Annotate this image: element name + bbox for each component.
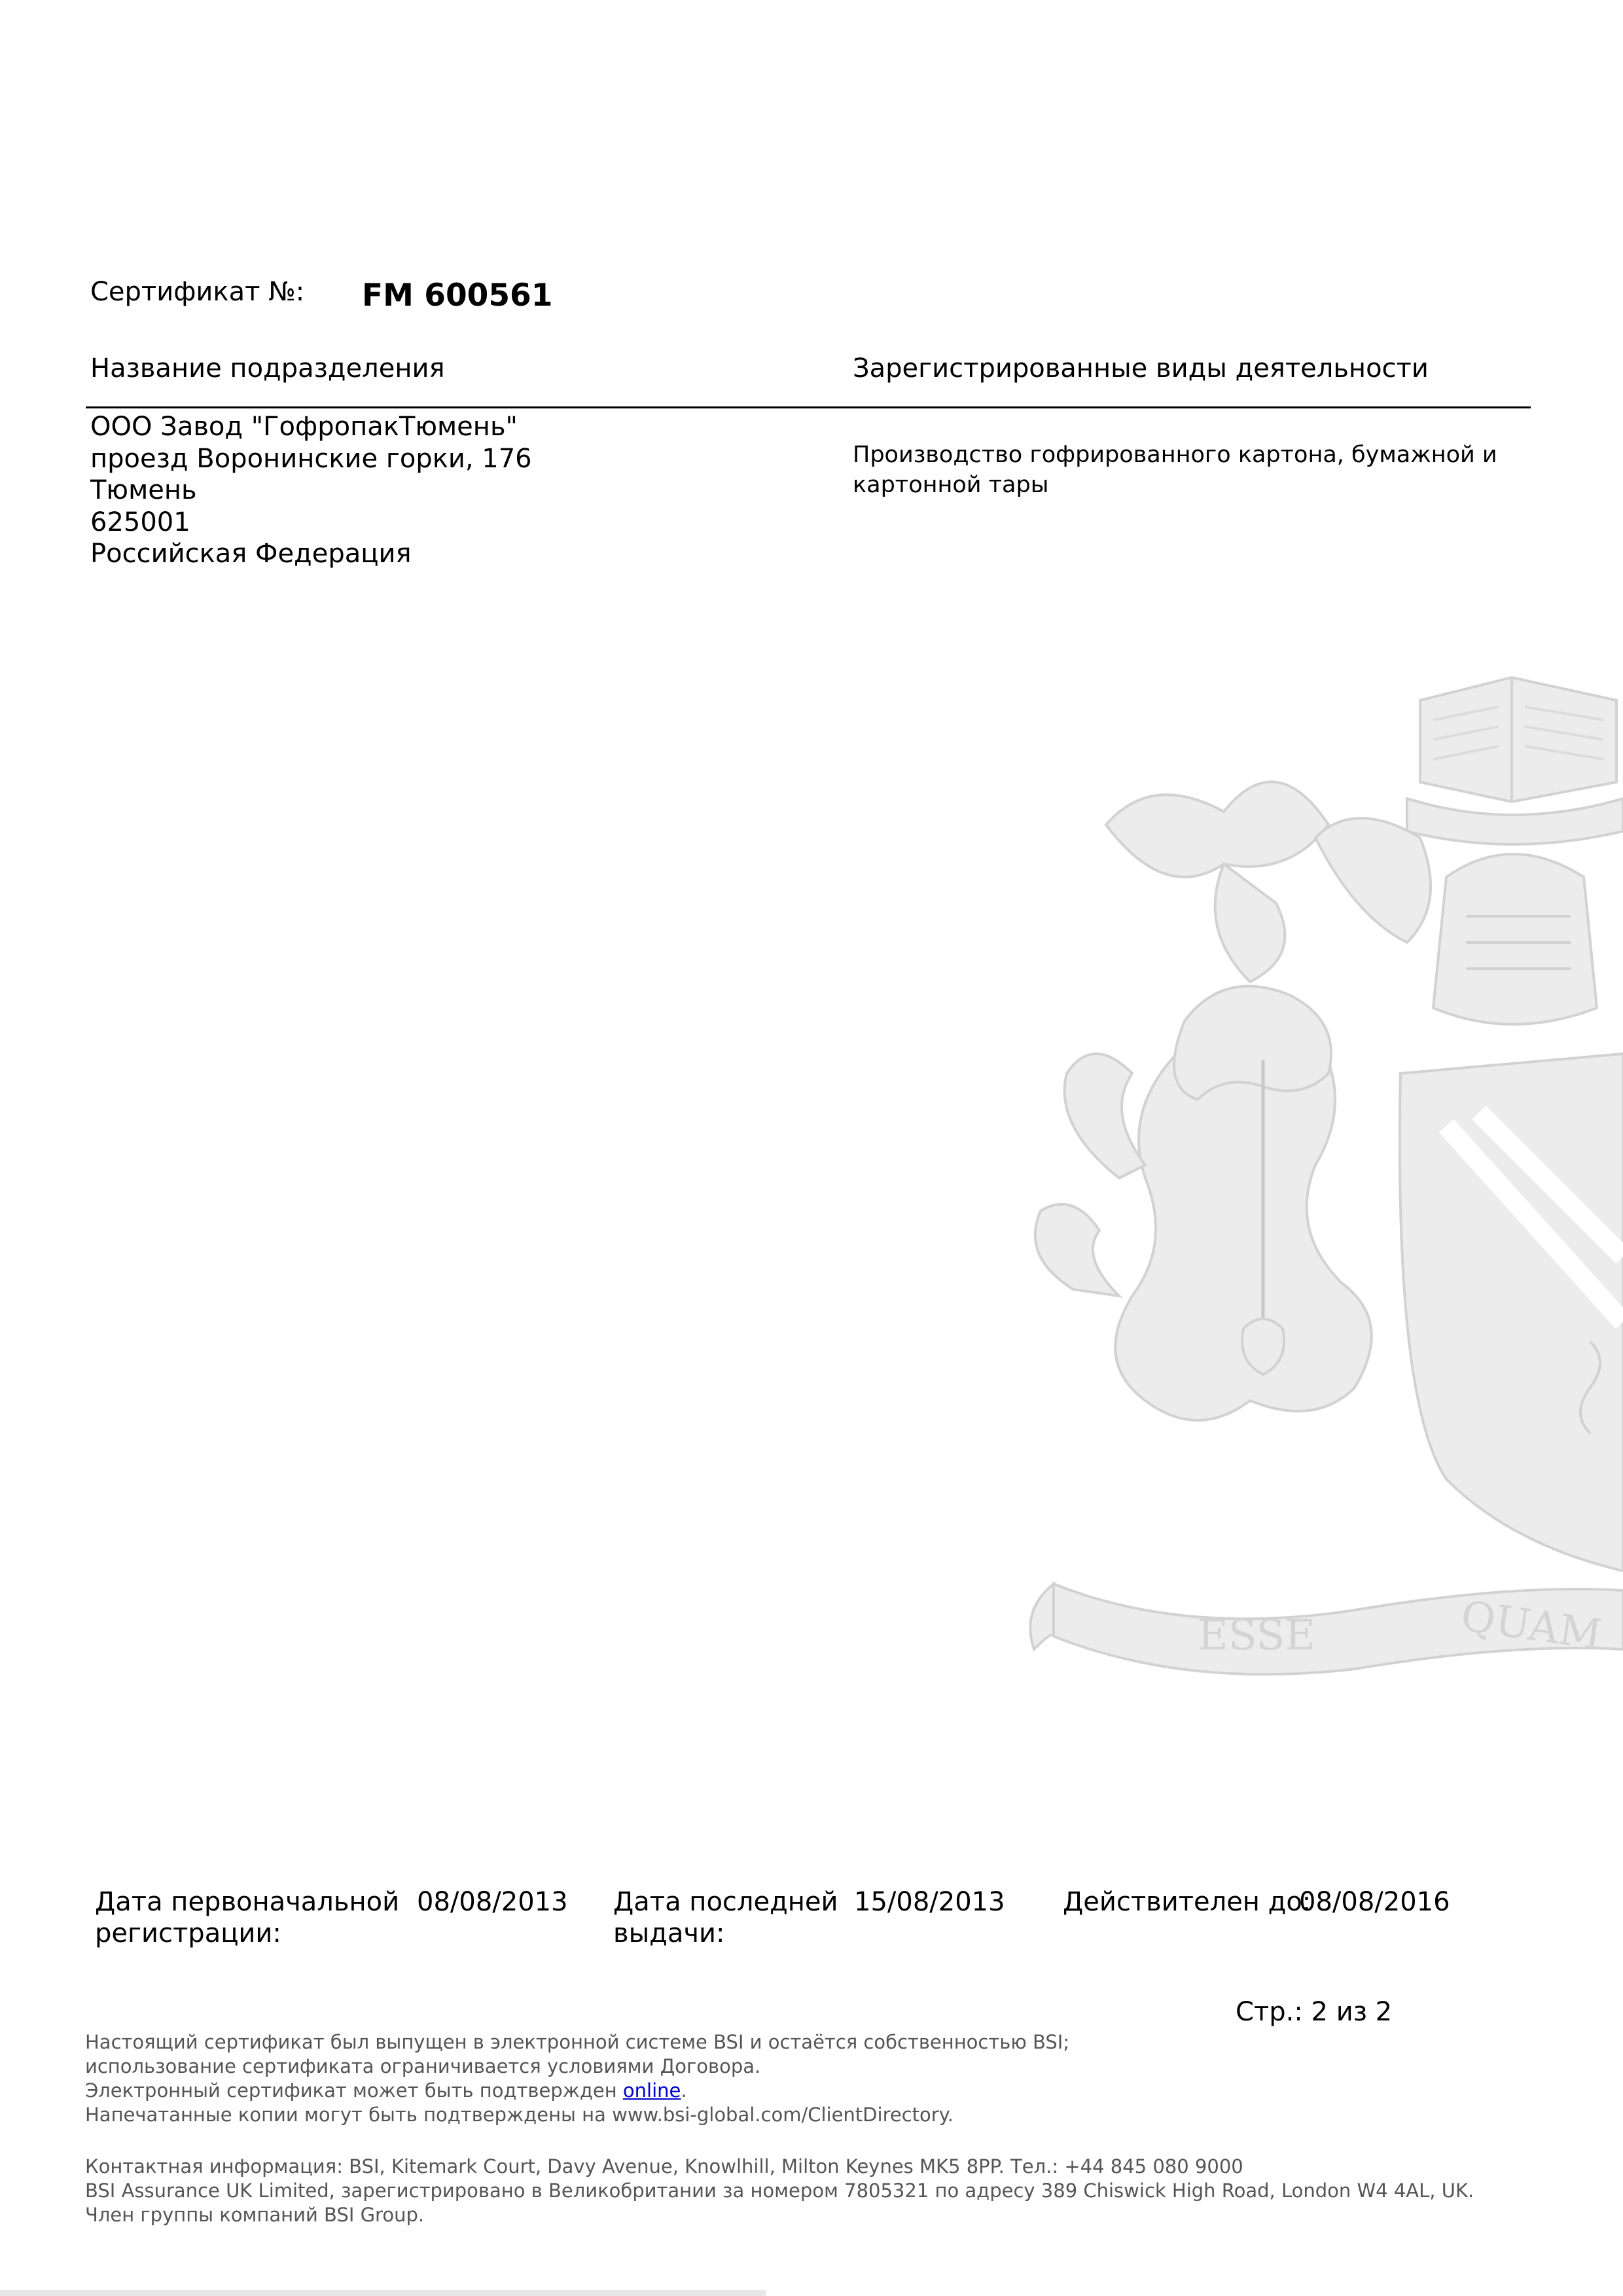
notice-line-4: Напечатанные копии могут быть подтверждены на www.bsi-global.com/ClientDirectory. [85, 2104, 954, 2126]
last-issue-label-line-1: Дата последней [613, 1887, 838, 1917]
valid-until-label: Действителен до: [1063, 1887, 1311, 1917]
coat-of-arms-watermark [857, 668, 1623, 1728]
notice-line-2: использование сертификата ограничивается условиями Договора. [85, 2055, 761, 2077]
certificate-number-label: Сертификат №: [90, 277, 305, 307]
notice-line-1: Настоящий сертификат был выпущен в электронной системе BSI и остаётся собственностью BSI; [85, 2031, 1070, 2053]
division-column-header: Название подразделения [90, 353, 445, 384]
last-issue-date: 15/08/2013 [854, 1887, 1005, 1917]
contact-line-2: BSI Assurance UK Limited, зарегистрировано в Великобритании за номером 7805321 по адресу 389 Chiswick High Road, London W4 4AL, UK. [85, 2179, 1474, 2202]
online-verification-link[interactable]: online [622, 2079, 681, 2102]
certificate-notice [85, 2030, 1069, 2127]
initial-registration-date: 08/08/2013 [417, 1887, 568, 1917]
street-address: проезд Воронинские горки, 176 [90, 443, 532, 474]
division-address [90, 411, 532, 570]
postcode: 625001 [90, 507, 190, 537]
header-divider [86, 406, 1531, 408]
motto-right-text: QUAM [1457, 1592, 1605, 1660]
activities-line-1: Производство гофрированного картона, бумажной и [853, 442, 1497, 468]
registered-activities [853, 440, 1497, 500]
notice-line-3-text: Электронный сертификат может быть подтвержден [85, 2079, 623, 2102]
contact-line-3: Член группы компаний BSI Group. [85, 2204, 425, 2226]
activities-column-header: Зарегистрированные виды деятельности [853, 353, 1429, 384]
page-number: Стр.: 2 из 2 [1236, 1997, 1393, 2027]
motto-left-text: ESSE [1198, 1611, 1315, 1660]
last-issue-label [613, 1886, 838, 1949]
initial-registration-label-line-2: регистрации: [95, 1918, 281, 1948]
company-name: ООО Завод "ГофропакТюмень" [90, 412, 518, 442]
last-issue-label-line-2: выдачи: [613, 1918, 725, 1948]
contact-line-1: Контактная информация: BSI, Kitemark Court, Davy Avenue, Knowlhill, Milton Keynes MK5 8PP. Тел.: +44 845 080 9000 [85, 2155, 1243, 2178]
contact-information [85, 2155, 1474, 2227]
initial-registration-label [95, 1886, 399, 1949]
activities-line-2: картонной тары [853, 472, 1049, 498]
country: Российская Федерация [90, 539, 412, 569]
initial-registration-label-line-1: Дата первоначальной [95, 1887, 400, 1917]
certificate-number: FM 600561 [362, 278, 553, 314]
notice-line-3-period: . [681, 2079, 687, 2102]
valid-until-date: 08/08/2016 [1299, 1887, 1450, 1917]
notice-line-3 [85, 2079, 1069, 2103]
city: Тюмень [90, 475, 197, 505]
bottom-edge-strip [0, 2290, 766, 2296]
